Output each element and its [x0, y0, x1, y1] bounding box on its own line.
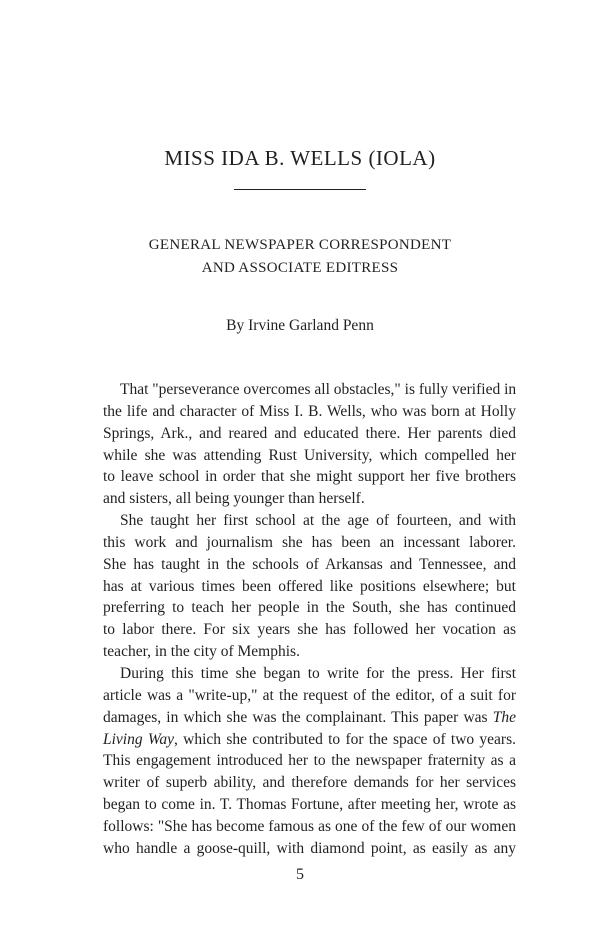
- text-line: teacher, in the city of Memphis.: [103, 643, 300, 661]
- title-rule: [234, 189, 366, 190]
- text-line: who handle a goose-quill, with diamond point, as easily as any: [103, 839, 516, 857]
- text-line: the life and character of Miss I. B. Wells, who was born at Holly: [103, 402, 516, 420]
- paragraph: [86, 510, 516, 663]
- subtitle-line: GENERAL NEWSPAPER CORRESPONDENT: [148, 237, 452, 253]
- periodical-title: The: [492, 708, 516, 726]
- text-line: article was a "write-up," at the request of the editor, of a suit for: [103, 686, 516, 704]
- text-line: has at various times been offered like positions elsewhere; but: [103, 577, 516, 595]
- text-line: to labor there. For six years she has followed her vocation as: [103, 621, 516, 639]
- byline: By Irvine Garland Penn: [226, 317, 374, 334]
- text-line: this work and journalism she has been an incessant laborer.: [103, 533, 516, 551]
- body-text: [86, 379, 516, 860]
- chapter-title: MISS IDA B. WELLS (IOLA): [164, 146, 436, 170]
- text-line: to leave school in order that she might support her five brothers: [103, 468, 516, 486]
- text-line: writer of superb ability, and therefore demands for her services: [103, 774, 516, 792]
- paragraph: [86, 379, 516, 510]
- text-line: She taught her first school at the age of fourteen, and with: [120, 512, 516, 530]
- text-line: Springs, Ark., and reared and educated there. Her parents died: [103, 424, 516, 442]
- paragraph: [86, 663, 516, 860]
- text-line: Living Way, which she contributed to for the space of two years.: [103, 730, 517, 748]
- text-line: while she was attending Rust University, which compelled her: [103, 446, 516, 464]
- text-line: damages, in which she was the complainant. This paper was The: [103, 708, 516, 726]
- text-line: preferring to teach her people in the South, she has continued: [103, 599, 516, 617]
- text-line: and sisters, all being younger than herself.: [103, 490, 365, 508]
- text-line: began to come in. T. Thomas Fortune, after meeting her, wrote as: [103, 796, 516, 814]
- text-line: This engagement introduced her to the newspaper fraternity as a: [103, 752, 516, 770]
- text-line: She has taught in the schools of Arkansas and Tennessee, and: [103, 555, 516, 573]
- subtitle-line: AND ASSOCIATE EDITRESS: [201, 260, 399, 276]
- page-number: 5: [296, 866, 304, 883]
- text-line: During this time she began to write for the press. Her first: [120, 664, 516, 682]
- text-line: That "perseverance overcomes all obstacles," is fully verified in: [120, 381, 517, 398]
- periodical-title: Living Way: [103, 730, 175, 748]
- chapter-subtitle: [0, 234, 600, 280]
- text-line: follows: "She has become famous as one of the few of our women: [103, 817, 516, 835]
